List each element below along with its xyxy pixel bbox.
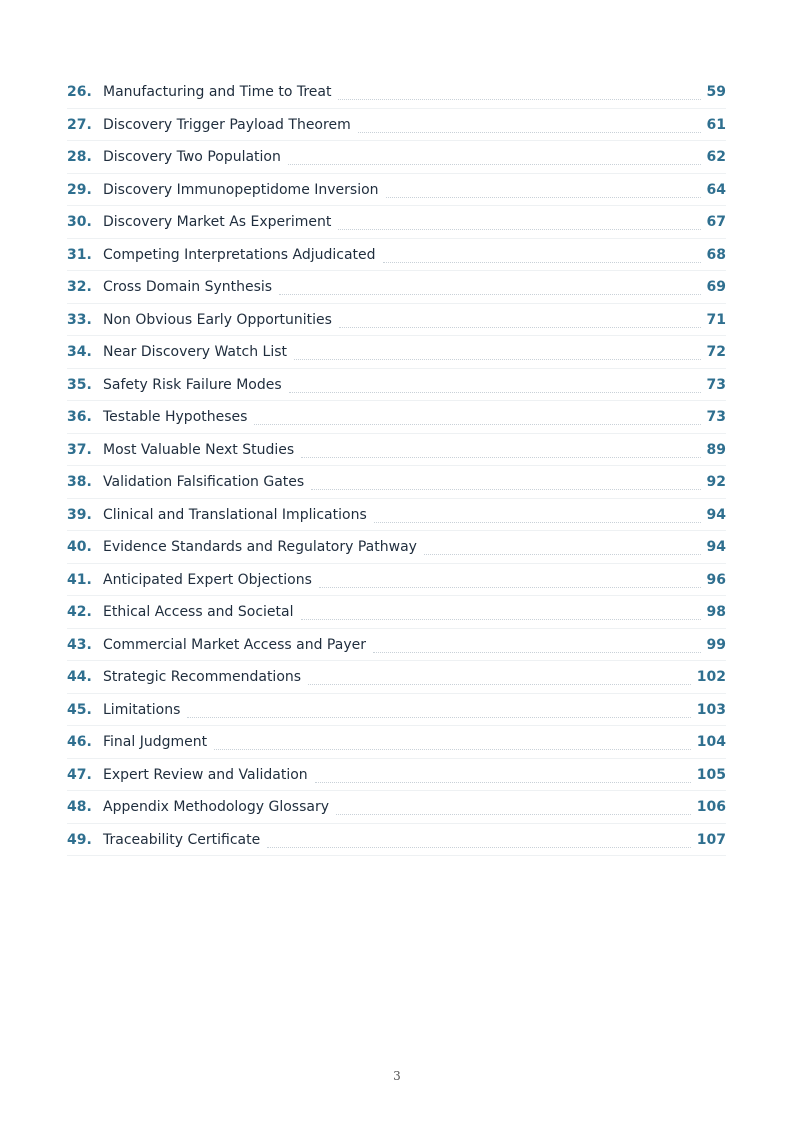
toc-entry[interactable] [67,76,726,109]
toc-entry[interactable] [67,271,726,304]
toc-entry-page[interactable]: 105 [696,766,726,783]
toc-entry-page[interactable]: 72 [706,344,726,360]
toc-entry-title[interactable]: Appendix Methodology Glossary [103,799,330,815]
toc-entry[interactable] [67,434,726,467]
toc-dot-leader [338,229,700,230]
toc-entry[interactable] [67,109,726,142]
toc-entry-page[interactable]: 61 [706,116,726,133]
toc-dot-leader [288,164,701,165]
toc-dot-leader [336,814,691,815]
toc-entry[interactable] [67,174,726,207]
table-of-contents [67,76,726,856]
toc-entry-title[interactable]: Discovery Immunopeptidome Inversion [103,181,379,198]
toc-dot-leader [386,197,701,198]
toc-entry[interactable] [67,141,726,174]
toc-entry-number: 48. [67,799,92,815]
toc-entry-number: 34. [67,344,92,360]
toc-entry-title[interactable]: Ethical Access and Societal [103,604,294,620]
toc-entry-number: 44. [67,669,92,685]
toc-entry-title[interactable]: Clinical and Translational Implications [103,506,367,523]
toc-entry-number: 45. [67,701,92,718]
toc-entry-title[interactable]: Near Discovery Watch List [103,344,287,360]
toc-entry-page[interactable]: 67 [706,214,726,230]
toc-entry-title[interactable]: Limitations [103,701,181,718]
toc-dot-leader [289,392,701,393]
toc-entry-title[interactable]: Final Judgment [103,734,208,750]
toc-entry-number: 43. [67,636,92,653]
toc-dot-leader [254,424,700,425]
toc-dot-leader [267,847,691,848]
toc-entry[interactable] [67,206,726,239]
toc-entry-page[interactable]: 69 [706,279,726,295]
toc-entry-page[interactable]: 106 [696,799,726,815]
toc-dot-leader [294,359,701,360]
toc-entry-title[interactable]: Anticipated Expert Objections [103,571,312,588]
toc-entry-number: 32. [67,279,92,295]
toc-entry-number: 49. [67,831,92,848]
toc-dot-leader [301,619,701,620]
toc-entry-page[interactable]: 102 [696,669,726,685]
toc-dot-leader [214,749,691,750]
toc-entry[interactable] [67,759,726,792]
toc-entry-title[interactable]: Testable Hypotheses [103,409,248,425]
toc-entry-number: 35. [67,376,92,393]
toc-entry[interactable] [67,531,726,564]
toc-dot-leader [338,99,700,100]
toc-dot-leader [424,554,701,555]
toc-dot-leader [339,327,701,328]
toc-entry-number: 36. [67,409,92,425]
toc-dot-leader [374,522,701,523]
toc-entry-page[interactable]: 59 [706,84,726,100]
toc-entry-page[interactable]: 96 [706,571,726,588]
toc-dot-leader [315,782,691,783]
toc-entry-page[interactable]: 64 [706,181,726,198]
toc-entry-page[interactable]: 104 [696,734,726,750]
toc-entry-number: 27. [67,116,92,133]
toc-entry[interactable] [67,466,726,499]
toc-entry-page[interactable]: 62 [706,149,726,165]
toc-entry-number: 40. [67,539,92,555]
toc-entry-title[interactable]: Commercial Market Access and Payer [103,636,366,653]
toc-dot-leader [319,587,701,588]
toc-entry-number: 28. [67,149,92,165]
toc-entry[interactable] [67,596,726,629]
toc-dot-leader [308,684,691,685]
toc-entry-page[interactable]: 71 [706,311,726,328]
toc-entry-page[interactable]: 94 [706,539,726,555]
toc-entry-number: 39. [67,506,92,523]
toc-entry-page[interactable]: 107 [696,831,726,848]
toc-entry-page[interactable]: 89 [706,441,726,458]
toc-entry-title[interactable]: Non Obvious Early Opportunities [103,311,332,328]
toc-entry-page[interactable]: 99 [706,636,726,653]
toc-entry-page[interactable]: 94 [706,506,726,523]
toc-entry[interactable] [67,824,726,857]
toc-entry[interactable] [67,369,726,402]
toc-dot-leader [373,652,701,653]
toc-entry-title[interactable]: Manufacturing and Time to Treat [103,84,332,100]
toc-entry[interactable] [67,304,726,337]
toc-entry-number: 26. [67,84,92,100]
toc-entry[interactable] [67,629,726,662]
toc-entry[interactable] [67,499,726,532]
toc-entry-title[interactable]: Discovery Two Population [103,149,281,165]
toc-entry[interactable] [67,401,726,434]
toc-entry[interactable] [67,694,726,727]
toc-entry[interactable] [67,661,726,694]
toc-dot-leader [279,294,700,295]
toc-entry-number: 31. [67,246,92,263]
toc-entry-title[interactable]: Strategic Recommendations [103,669,302,685]
toc-entry-title[interactable]: Evidence Standards and Regulatory Pathway [103,539,417,555]
toc-entry-title[interactable]: Discovery Market As Experiment [103,214,332,230]
toc-entry-page[interactable]: 98 [706,604,726,620]
toc-entry-title[interactable]: Most Valuable Next Studies [103,441,295,458]
toc-entry-page[interactable]: 68 [706,246,726,263]
toc-entry-page[interactable]: 103 [696,701,726,718]
toc-entry-title[interactable]: Discovery Trigger Payload Theorem [103,116,351,133]
toc-entry-number: 38. [67,474,92,490]
toc-entry-number: 37. [67,441,92,458]
toc-entry-page[interactable]: 73 [706,409,726,425]
toc-entry-number: 42. [67,604,92,620]
toc-entry-number: 41. [67,571,92,588]
toc-entry[interactable] [67,336,726,369]
toc-entry-title[interactable]: Traceability Certificate [103,831,261,848]
toc-entry-title[interactable]: Competing Interpretations Adjudicated [103,246,376,263]
toc-entry-page[interactable]: 92 [706,474,726,490]
toc-dot-leader [311,489,700,490]
page-number: 3 [393,1069,401,1083]
toc-dot-leader [187,717,690,718]
toc-entry-number: 46. [67,734,92,750]
toc-entry-page[interactable]: 73 [706,376,726,393]
toc-entry-title[interactable]: Expert Review and Validation [103,766,308,783]
toc-entry-title[interactable]: Safety Risk Failure Modes [103,376,282,393]
toc-entry[interactable] [67,239,726,272]
toc-entry-number: 47. [67,766,92,783]
toc-entry-title[interactable]: Validation Falsification Gates [103,474,305,490]
toc-dot-leader [358,132,701,133]
toc-dot-leader [301,457,700,458]
toc-entry-number: 30. [67,214,92,230]
toc-dot-leader [383,262,701,263]
toc-entry[interactable] [67,726,726,759]
toc-entry[interactable] [67,791,726,824]
toc-entry-number: 33. [67,311,92,328]
toc-entry-title[interactable]: Cross Domain Synthesis [103,279,273,295]
toc-entry-number: 29. [67,181,92,198]
toc-entry[interactable] [67,564,726,597]
